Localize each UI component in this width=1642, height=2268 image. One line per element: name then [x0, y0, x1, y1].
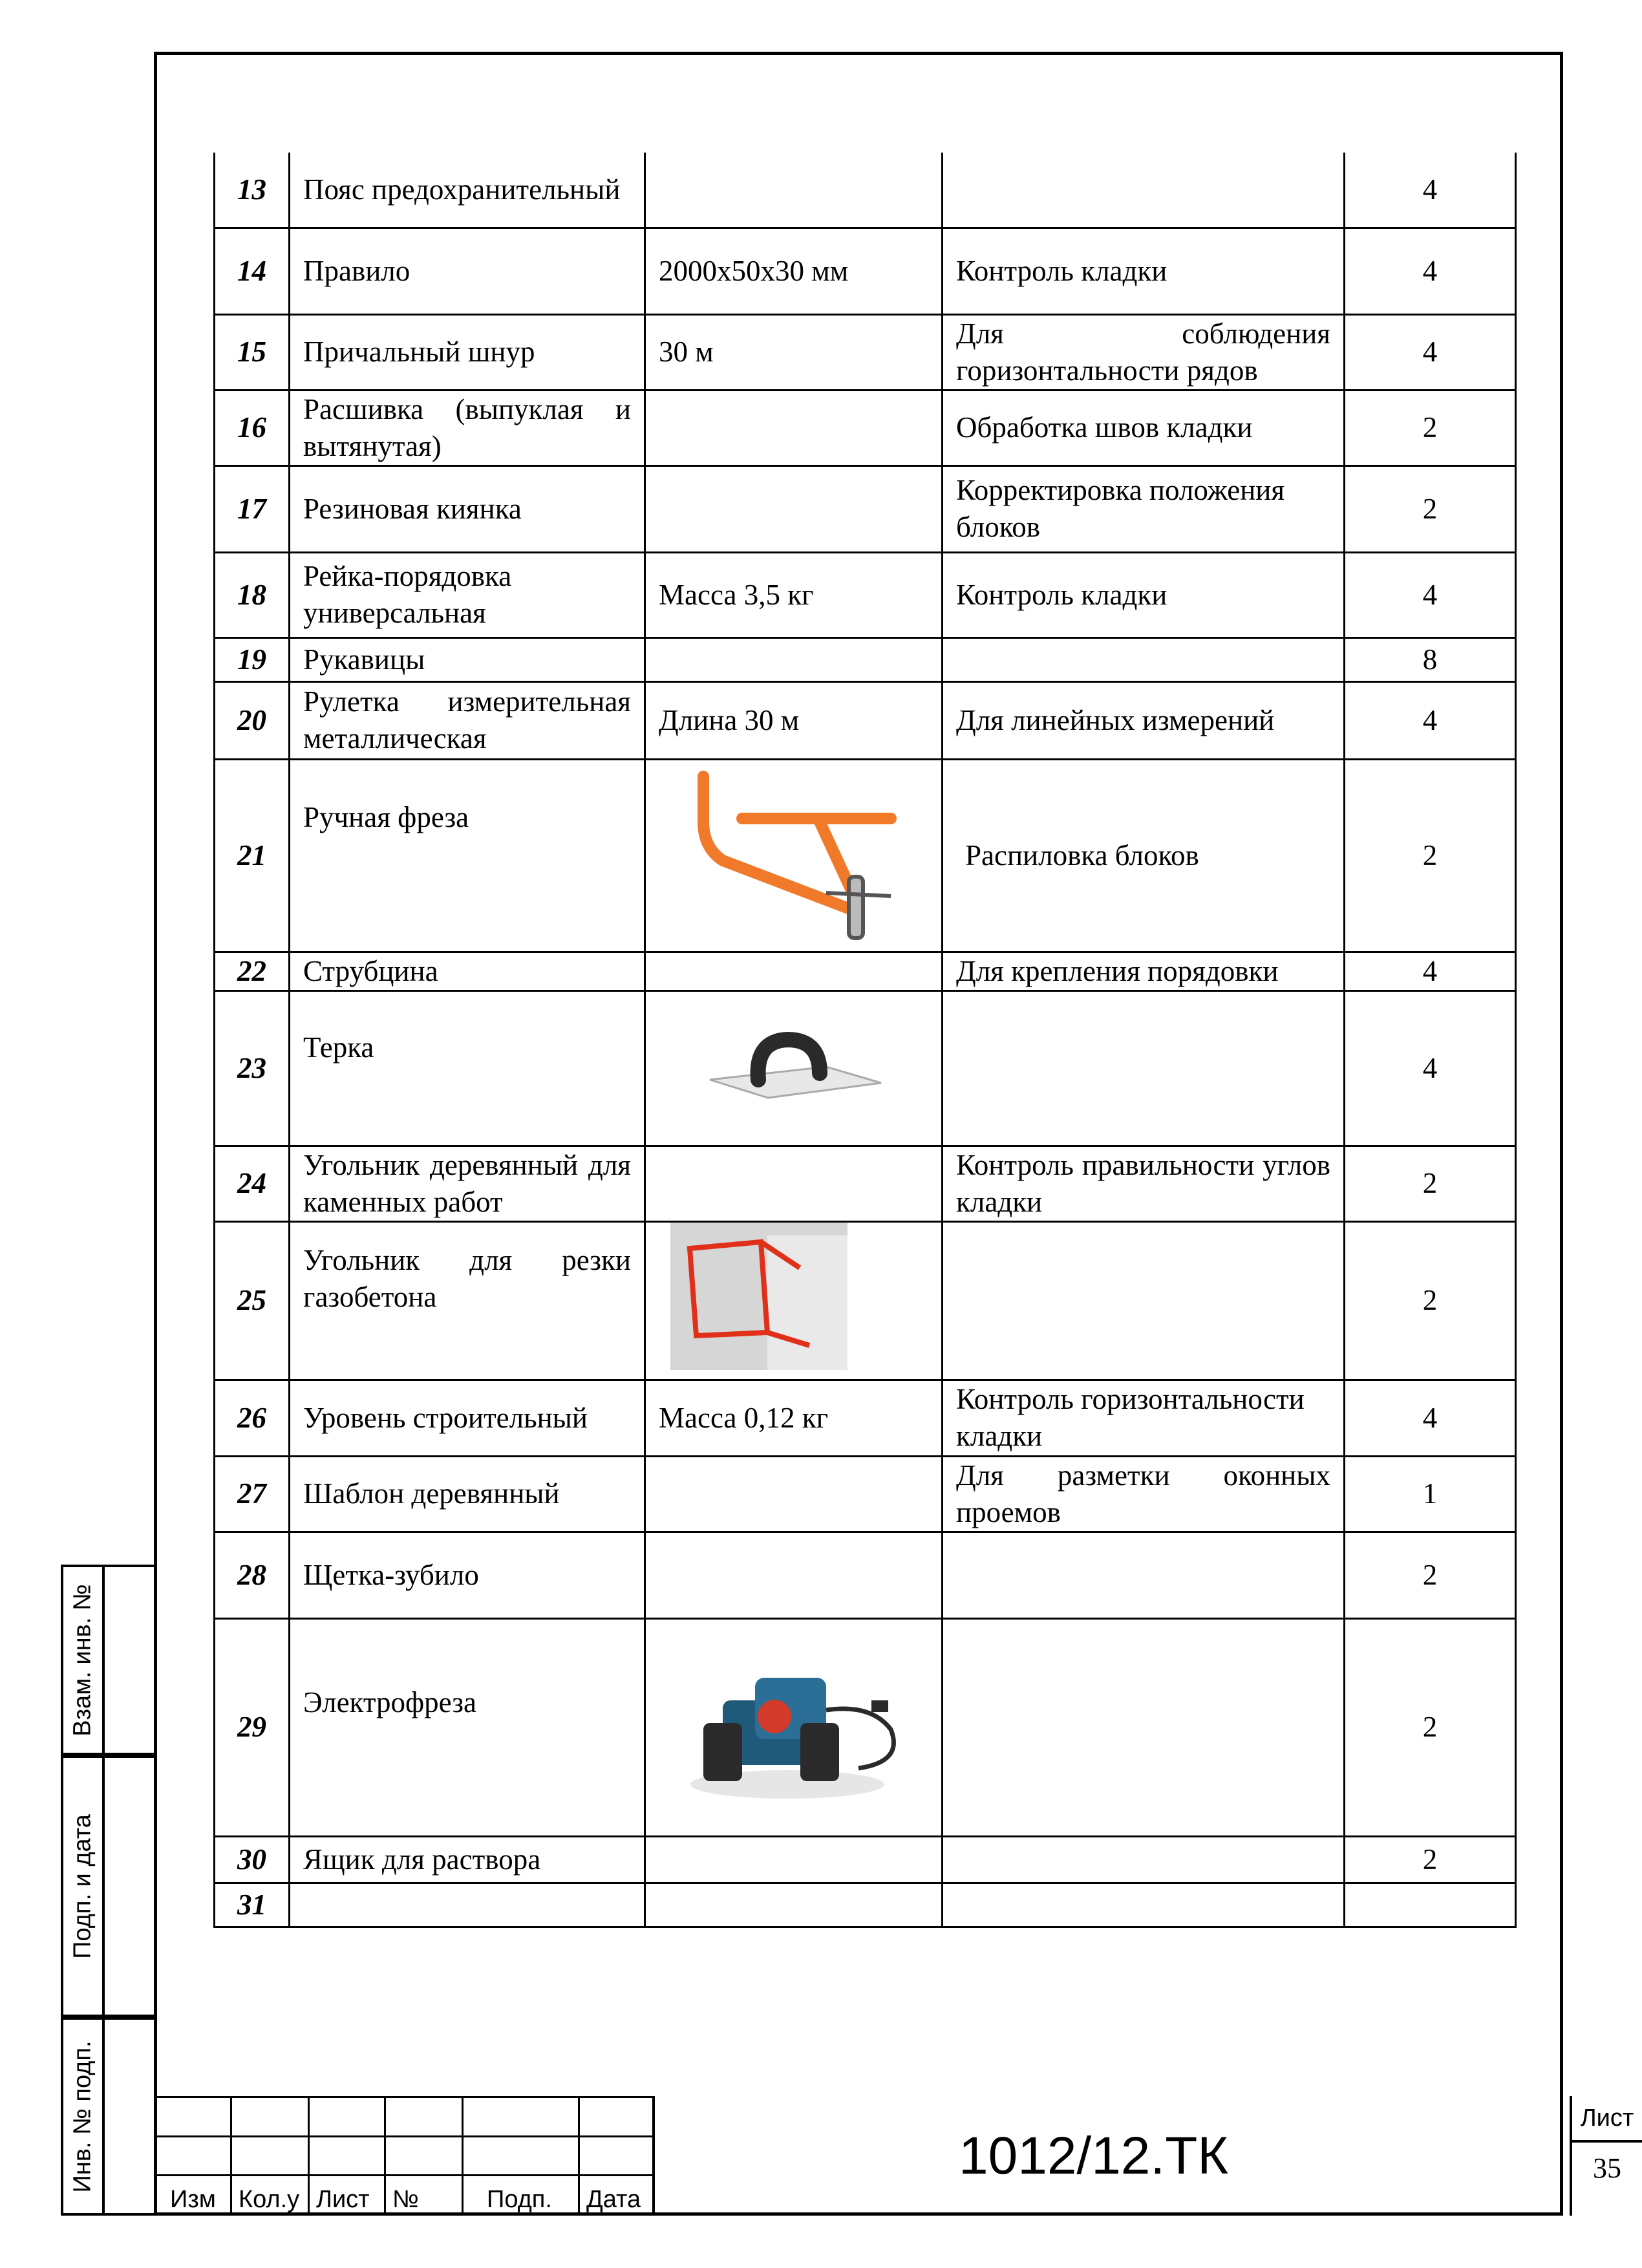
- tool-spec: Масса 0,12 кг: [645, 1380, 943, 1456]
- table-row: [215, 1883, 1516, 1927]
- table-row: [215, 1380, 1516, 1456]
- row-number: 18: [215, 552, 290, 637]
- row-number: 30: [215, 1836, 290, 1883]
- tool-name: Уровень строительный: [290, 1380, 645, 1456]
- tool-purpose: Обработка швов кладки: [943, 390, 1345, 465]
- row-number: 21: [215, 759, 290, 952]
- tools-table: [213, 153, 1517, 1928]
- stamp-podp: Подп.: [463, 2176, 579, 2215]
- tool-name-text: Угольник для резки газобетона: [303, 1243, 631, 1313]
- tool-qty: 8: [1345, 637, 1516, 681]
- tool-qty: 2: [1345, 390, 1516, 465]
- tool-qty: 4: [1345, 228, 1516, 314]
- tool-name: Правило: [290, 228, 645, 314]
- tool-name: Причальный шнур: [290, 314, 645, 390]
- row-number: 25: [215, 1221, 290, 1380]
- tool-purpose: Контроль кладки: [943, 552, 1345, 637]
- table-row: [215, 1618, 1516, 1836]
- table-row: [215, 990, 1516, 1146]
- row-number: 22: [215, 952, 290, 990]
- tool-purpose: Для крепления порядовки: [943, 952, 1345, 990]
- tool-purpose: Для соблюдения горизонтальности рядов: [943, 314, 1345, 390]
- table-row: [215, 153, 1516, 228]
- tool-qty: 2: [1345, 1221, 1516, 1380]
- tool-name: Расшивка (выпуклая и вытянутая): [290, 390, 645, 465]
- tool-name: Рукавицы: [290, 637, 645, 681]
- tool-qty: 2: [1345, 1146, 1516, 1221]
- tool-image-cell: [645, 759, 943, 952]
- tool-purpose: [943, 637, 1345, 681]
- tool-name: Ящик для раствора: [290, 1836, 645, 1883]
- row-number: 17: [215, 465, 290, 552]
- tool-purpose: Корректировка положения блоков: [943, 465, 1345, 552]
- tool-name-text: Терка: [303, 1031, 374, 1064]
- tool-name: Угольник деревянный для каменных работ: [290, 1146, 645, 1221]
- tool-qty: 2: [1345, 465, 1516, 552]
- table-row: [215, 637, 1516, 681]
- document-code-cell: [652, 2096, 1642, 2216]
- tool-name: [290, 1883, 645, 1927]
- sheet-label: Лист: [1572, 2096, 1642, 2143]
- tool-purpose-text: Распиловка блоков: [965, 839, 1199, 872]
- tool-qty: 4: [1345, 552, 1516, 637]
- side-label-inv: Инв. № подп.: [69, 2040, 96, 2193]
- tool-spec: [645, 1146, 943, 1221]
- side-stamp-podp: [61, 1755, 154, 2017]
- tool-name: Рулетка измерительная металлическая: [290, 681, 645, 759]
- electric-router-image: [677, 1639, 910, 1807]
- tool-spec: 30 м: [645, 314, 943, 390]
- tool-purpose: Контроль горизонтальности кладки: [943, 1380, 1345, 1456]
- tool-name: [290, 1221, 645, 1380]
- row-number: 24: [215, 1146, 290, 1221]
- tool-spec: [645, 1836, 943, 1883]
- tool-image-cell: [645, 990, 943, 1146]
- tool-purpose: [943, 1883, 1345, 1927]
- row-number: 19: [215, 637, 290, 681]
- tool-qty: 1: [1345, 1456, 1516, 1532]
- table-row: [215, 952, 1516, 990]
- tool-purpose: [943, 1618, 1345, 1836]
- tool-purpose: [943, 1836, 1345, 1883]
- table-row: [215, 390, 1516, 465]
- table-row: [215, 552, 1516, 637]
- tool-purpose: Для линейных измерений: [943, 681, 1345, 759]
- table-row: [215, 1146, 1516, 1221]
- tool-name: [290, 990, 645, 1146]
- tool-qty: 4: [1345, 314, 1516, 390]
- tool-qty: 2: [1345, 1532, 1516, 1618]
- tool-name: Шаблон деревянный: [290, 1456, 645, 1532]
- document-code: 1012/12.ТК: [959, 2126, 1229, 2185]
- table-row: [215, 1836, 1516, 1883]
- tool-purpose: Контроль правильности углов кладки: [943, 1146, 1345, 1221]
- tool-spec: [645, 465, 943, 552]
- tool-spec: [645, 637, 943, 681]
- row-number: 27: [215, 1456, 290, 1532]
- tool-qty: 4: [1345, 153, 1516, 228]
- tool-name: [290, 759, 645, 952]
- stamp-list: Лист: [309, 2176, 385, 2215]
- table-row: [215, 465, 1516, 552]
- tool-purpose: [943, 1221, 1345, 1380]
- table-row: [215, 314, 1516, 390]
- tool-qty: 4: [1345, 990, 1516, 1146]
- float-trowel-image: [697, 1022, 891, 1106]
- sheet-cell: [1570, 2096, 1642, 2216]
- tool-qty: [1345, 1883, 1516, 1927]
- tool-spec: 2000х50х30 мм: [645, 228, 943, 314]
- row-number: 31: [215, 1883, 290, 1927]
- tool-purpose: Контроль кладки: [943, 228, 1345, 314]
- tool-qty: 2: [1345, 1836, 1516, 1883]
- tool-purpose: [943, 153, 1345, 228]
- tool-qty: 4: [1345, 681, 1516, 759]
- stamp-kol: Кол.у: [231, 2176, 309, 2215]
- table-row: [215, 1221, 1516, 1380]
- tool-purpose: [943, 759, 1345, 952]
- row-number: 20: [215, 681, 290, 759]
- revision-grid: [154, 2096, 654, 2216]
- sheet-number: 35: [1593, 2152, 1621, 2184]
- tool-spec: [645, 952, 943, 990]
- row-number: 15: [215, 314, 290, 390]
- tool-name-text: Ручная фреза: [303, 800, 469, 833]
- row-number: 26: [215, 1380, 290, 1456]
- side-stamp-inv: [61, 2017, 154, 2216]
- table-row: [215, 1532, 1516, 1618]
- side-stamp-vzam: [61, 1565, 154, 1755]
- tool-name-text: Электрофреза: [303, 1685, 476, 1718]
- tool-image-cell: [645, 1618, 943, 1836]
- table-row: [215, 759, 1516, 952]
- row-number: 16: [215, 390, 290, 465]
- row-number: 28: [215, 1532, 290, 1618]
- stamp-no: №: [385, 2176, 463, 2215]
- tool-purpose: [943, 990, 1345, 1146]
- title-block: [154, 2096, 1634, 2216]
- table-row: [215, 228, 1516, 314]
- tool-spec: Длина 30 м: [645, 681, 943, 759]
- stamp-data: Дата: [579, 2176, 654, 2215]
- tool-qty: 4: [1345, 952, 1516, 990]
- table-row: [215, 1456, 1516, 1532]
- tool-name: Резиновая киянка: [290, 465, 645, 552]
- tool-name: Рейка-порядовка универсальная: [290, 552, 645, 637]
- table-row: [215, 681, 1516, 759]
- cutting-square-image: [670, 1223, 848, 1370]
- tool-spec: [645, 153, 943, 228]
- row-number: 23: [215, 990, 290, 1146]
- tool-purpose: [943, 1532, 1345, 1618]
- tool-spec: Масса 3,5 кг: [645, 552, 943, 637]
- tool-name: [290, 1618, 645, 1836]
- stamp-izm: Изм: [155, 2176, 231, 2215]
- tool-purpose: Для разметки оконных проемов: [943, 1456, 1345, 1532]
- tool-name: Пояс предохранительный: [290, 153, 645, 228]
- tool-qty: 2: [1345, 1618, 1516, 1836]
- hand-router-image: [677, 764, 910, 938]
- tool-spec: [645, 1883, 943, 1927]
- row-number: 29: [215, 1618, 290, 1836]
- tool-name: Щетка-зубило: [290, 1532, 645, 1618]
- tool-spec: [645, 390, 943, 465]
- tool-name: Струбцина: [290, 952, 645, 990]
- tool-qty: 2: [1345, 759, 1516, 952]
- tool-image-cell: [645, 1221, 943, 1380]
- tool-qty: 4: [1345, 1380, 1516, 1456]
- tool-spec: [645, 1532, 943, 1618]
- tool-spec: [645, 1456, 943, 1532]
- row-number: 14: [215, 228, 290, 314]
- row-number: 13: [215, 153, 290, 228]
- side-label-vzam: Взам. инв. №: [69, 1583, 96, 1737]
- side-label-podp: Подп. и дата: [69, 1813, 96, 1959]
